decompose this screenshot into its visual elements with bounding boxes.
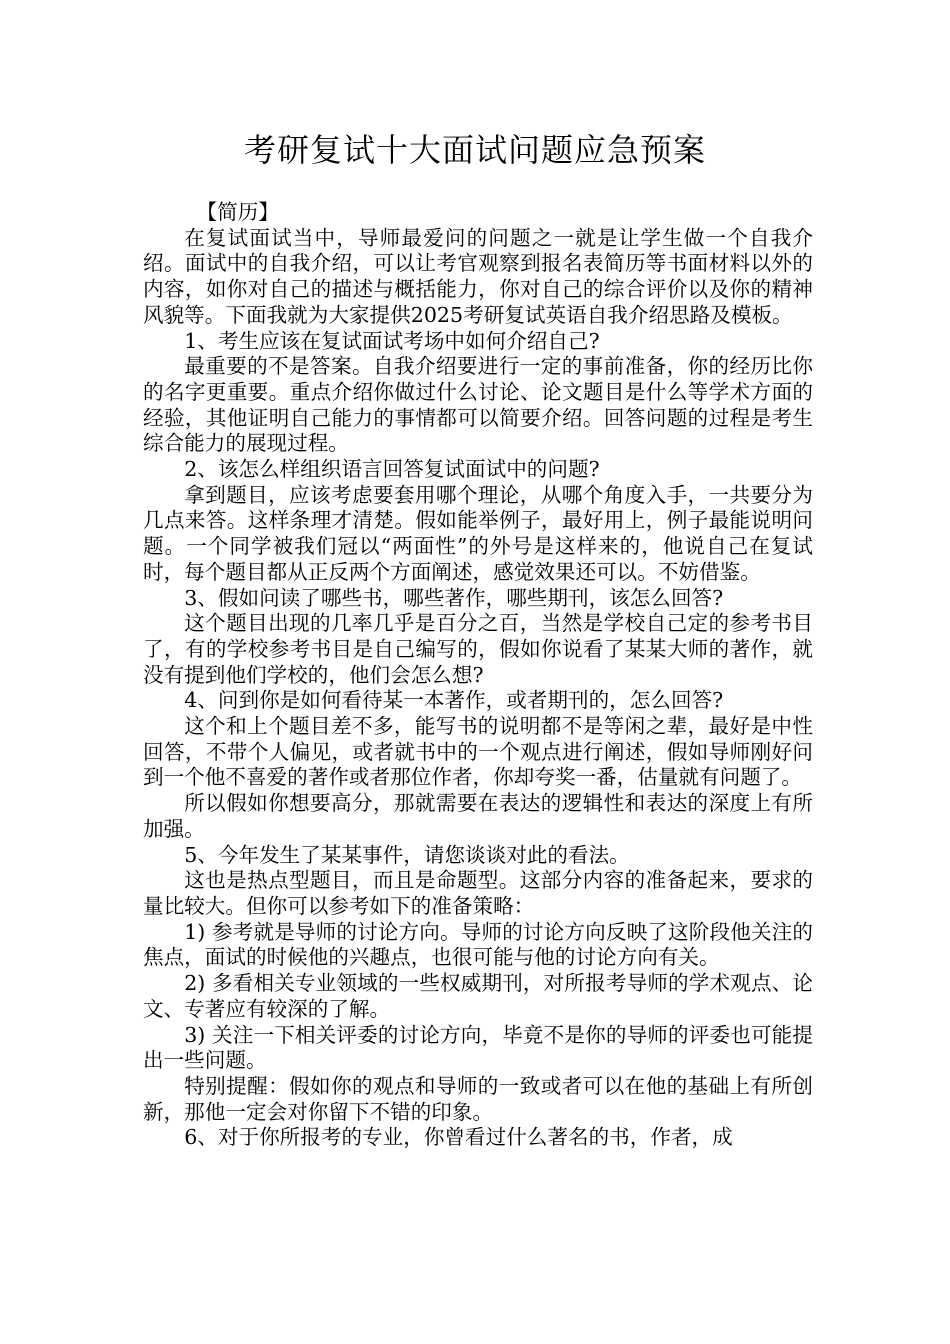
strategy-1: 1) 参考就是导师的讨论方向。导师的讨论方向反映了这阶段他关注的焦点，面试的时候他的兴趣点，也很可能与他的讨论方向有关。: [143, 919, 813, 970]
question-2: 2、该怎么样组织语言回答复试面试中的问题?: [184, 457, 600, 482]
question-6: 6、对于你所报考的专业，你曾看过什么著名的书，作者，成: [184, 1125, 733, 1150]
question-1: 1、考生应该在复试面试考场中如何介绍自己?: [184, 328, 600, 353]
answer-3: 这个题目出现的几率几乎是百分之百，当然是学校自己定的参考书目了，有的学校参考书目是自己编写的，假如你说看了某某大师的著作，就没有提到他们学校的，他们会怎么想?: [143, 611, 813, 687]
question-5: 5、今年发生了某某事件，请您谈谈对此的看法。: [184, 842, 630, 867]
answer-5: 这也是热点型题目，而且是命题型。这部分内容的准备起来，要求的量比较大。但你可以参考如下的准备策略：: [143, 868, 813, 918]
document-title: 考研复试十大面试问题应急预案: [243, 131, 706, 169]
document-body: [143, 200, 813, 1151]
strategy-3: 3) 关注一下相关评委的讨论方向，毕竟不是你的导师的评委也可能提出一些问题。: [143, 1022, 813, 1073]
section-label: 【简历】: [196, 200, 279, 224]
paragraph-intro: 在复试面试当中，导师最爱问的问题之一就是让学生做一个自我介绍。面试中的自我介绍，可以让考官观察到报名表简历等书面材料以外的内容，如你对自己的描述与概括能力，你对自己的综合评价以及你的精神风貌等。下面我就为大家提供2025考研复试英语自我介绍思路及模板。: [143, 225, 813, 327]
special-reminder: 特别提醒：假如你的观点和导师的一致或者可以在他的基础上有所创新，那他一定会对你留下不错的印象。: [143, 1073, 813, 1124]
strategy-2: 2) 多看相关专业领域的一些权威期刊，对所报考导师的学术观点、论文、专著应有较深的了解。: [143, 971, 813, 1021]
question-3: 3、假如问读了哪些书，哪些著作，哪些期刊，该怎么回答?: [184, 585, 724, 610]
question-4: 4、问到你是如何看待某一本著作，或者期刊的，怎么回答?: [184, 688, 724, 713]
answer-4-note: 所以假如你想要高分，那就需要在表达的逻辑性和表达的深度上有所加强。: [143, 791, 813, 841]
answer-2: 拿到题目，应该考虑要套用哪个理论，从哪个角度入手，一共要分为几点来答。这样条理才清楚。假如能举例子，最好用上，例子最能说明问题。一个同学被我们冠以“两面性”的外号是这样来的，他说自己在复试时，每个题目都从正反两个方面阐述，感觉效果还可以。不妨借鉴。: [143, 482, 813, 584]
answer-1: 最重要的不是答案。自我介绍要进行一定的事前准备，你的经历比你的名字更重要。重点介绍你做过什么讨论、论文题目是什么等学术方面的经验，其他证明自己能力的事情都可以简要介绍。回答问题的过程是考生综合能力的展现过程。: [143, 354, 813, 456]
answer-4: 这个和上个题目差不多，能写书的说明都不是等闲之辈，最好是中性回答，不带个人偏见，或者就书中的一个观点进行阐述，假如导师刚好问到一个他不喜爱的著作或者那位作者，你却夸奖一番，估量就有问题了。: [143, 714, 813, 790]
